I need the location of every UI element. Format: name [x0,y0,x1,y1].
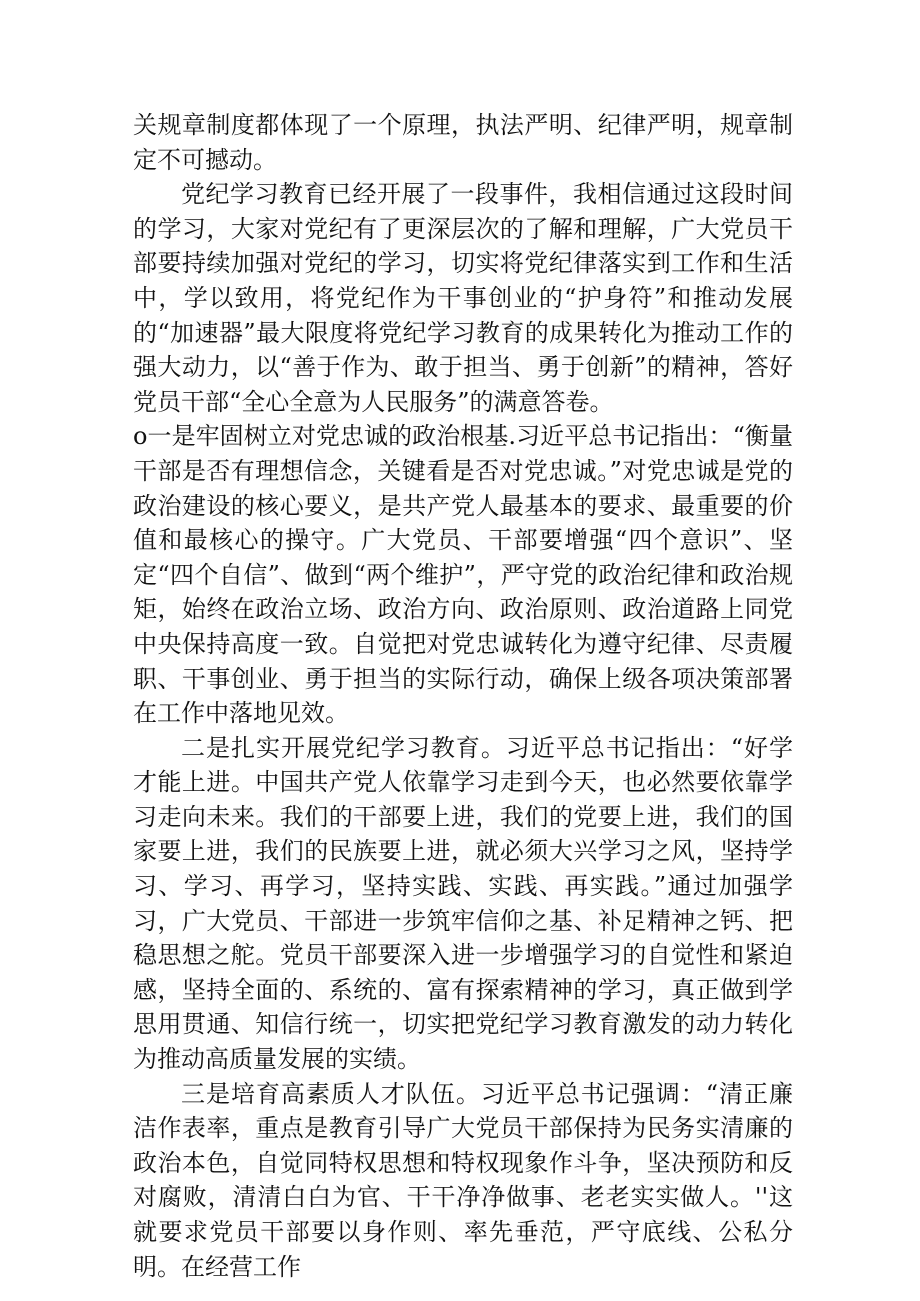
paragraph-4: 二是扎实开展党纪学习教育。习近平总书记指出：“好学才能上进。中国共产党人依靠学习走到今天，也必然要依靠学习走向未来。我们的干部要上进，我们的党要上进，我们的国家要上进，我们的民族要上进，就必须大兴学习之风，坚持学习、学习、再学习，坚持实践、实践、再实践。”通过加强学习，广大党员、干部进一步筑牢信仰之基、补足精神之钙、把稳思想之舵。党员干部要深入进一步增强学习的自觉性和紧迫感，坚持全面的、系统的、富有探索精神的学习，真正做到学思用贯通、知信行统一，切实把党纪学习教育激发的动力转化为推动高质量发展的实绩。 [133,733,793,1074]
paragraph-3: o一是牢固树立对党忠诚的政治根基.习近平总书记指出：“衡量干部是否有理想信念，关键看是否对党忠诚。”对党忠诚是党的政治建设的核心要义，是共产党人最基本的要求、最重要的价值和最核心的操守。广大党员、干部要增强“四个意识”、坚定“四个自信”、做到“两个维护”，严守党的政治纪律和政治规矩，始终在政治立场、政治方向、政治原则、政治道路上同党中央保持高度一致。自觉把对党忠诚转化为遵守纪律、尽责履职、干事创业、勇于担当的实际行动，确保上级各项决策部署在工作中落地见效。 [133,422,793,728]
paragraph-2: 党纪学习教育已经开展了一段事件，我相信通过这段时间的学习，大家对党纪有了更深层次的了解和理解，广大党员干部要持续加强对党纪的学习，切实将党纪律落实到工作和生活中，学以致用，将党纪作为干事创业的“护身符”和推动发展的“加速器”最大限度将党纪学习教育的成果转化为推动工作的强大动力，以“善于作为、敢于担当、勇于创新”的精神，答好党员干部“全心全意为人民服务”的满意答卷。 [133,180,793,416]
paragraph-1: 关规章制度都体现了一个原理，执法严明、纪律严明，规章制定不可撼动。 [133,111,793,174]
paragraph-5: 三是培育高素质人才队伍。习近平总书记强调：“清正廉洁作表率，重点是教育引导广大党员干部保持为民务实清廉的政治本色，自觉同特权思想和特权现象作斗争，坚决预防和反对腐败，清清白白为官、干干净净做事、老老实实做人。''这就要求党员干部要以身作则、率先垂范，严守底线、公私分明。在经营工作 [133,1079,793,1281]
document-body [133,108,793,1284]
